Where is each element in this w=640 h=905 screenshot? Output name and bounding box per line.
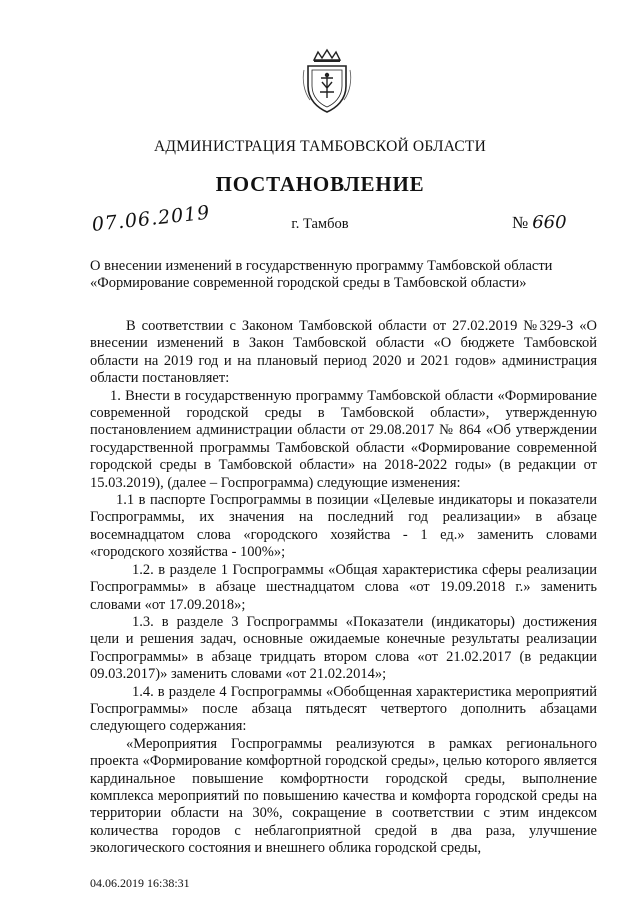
paragraph-1-4: 1.4. в разделе 4 Госпрограммы «Обобщенная характеристика мероприятий Госпрограммы» после абзаца пятьдесят четвертого дополнить абзацами следующего содержания: (90, 683, 597, 735)
paragraph-quote: «Мероприятия Госпрограммы реализуются в рамках регионального проекта «Формирование комфортной городской среды», целью которого является кардинальное повышение комфортности городской среды, выполнение комплекса мероприятий по повышению качества и комфорта городской среды на территории области на 30%, сокращение в соответствии с этим индексом количества городов с неблагоприятной средой в два раза, улучшение экологического состояния и внешнего облика городской среды, (90, 735, 597, 857)
document-number (512, 212, 567, 233)
number-sign: № (512, 213, 529, 232)
handwritten-date: 07.06.2019 (90, 201, 212, 236)
document-subject (90, 258, 590, 292)
paragraph-1-2: 1.2. в разделе 1 Госпрограммы «Общая характеристика сферы реализации Госпрограммы» в абзаце шестнадцатом слова «от 19.09.2018 г.» заменить словами «от 17.09.2018»; (90, 561, 597, 613)
coat-of-arms-icon (300, 48, 354, 114)
organization-name: АДМИНИСТРАЦИЯ ТАМБОВСКОЙ ОБЛАСТИ (154, 138, 486, 155)
paragraph-intro: В соответствии с Законом Тамбовской области от 27.02.2019 №329-З «О внесении изменений в Закон Тамбовской области «О бюджете Тамбовской области на 2019 год и на плановый период 2020 и 2021 годов» администрация области постановляет: (90, 318, 597, 387)
document-type-title: ПОСТАНОВЛЕНИЕ (215, 172, 425, 196)
subject-line: О внесении изменений в государственную программу Тамбовской области (90, 258, 553, 274)
paragraph-1-1: 1.1 в паспорте Госпрограммы в позиции «Целевые индикаторы и показатели Госпрограммы, их значения на последний год реализации» в абзаце восемнадцатом слова «городского хозяйства - 1 ед.» заменить словами «городского хозяйства - 100%»; (90, 492, 597, 561)
paragraph-1-3: 1.3. в разделе 3 Госпрограммы «Показатели (индикаторы) достижения цели и решения задач, основные ожидаемые конечные результаты реализации Госпрограммы» в абзаце тридцать втором слова «от 21.02.2017 (в редакции 09.03.2017)» заменить словами «от 21.02.2014»; (90, 613, 597, 683)
document-body (90, 318, 597, 858)
number-value: 660 (532, 212, 567, 233)
paragraph-1: 1. Внести в государственную программу Тамбовской области «Формирование современной городской среды в Тамбовской области», утвержденную постановлением администрации области от 29.08.2017 № 864 «Об утверждении государственной программы Тамбовской области «Формирование современной городской среды в Тамбовской области» на 2018-2022 годы» (в редакции от 15.03.2019), (далее – Госпрограмма) следующие изменения: (90, 387, 597, 491)
subject-line: «Формирование современной городской среды в Тамбовской области» (90, 275, 527, 291)
city: г. Тамбов (291, 216, 349, 232)
print-timestamp: 04.06.2019 16:38:31 (90, 876, 190, 890)
